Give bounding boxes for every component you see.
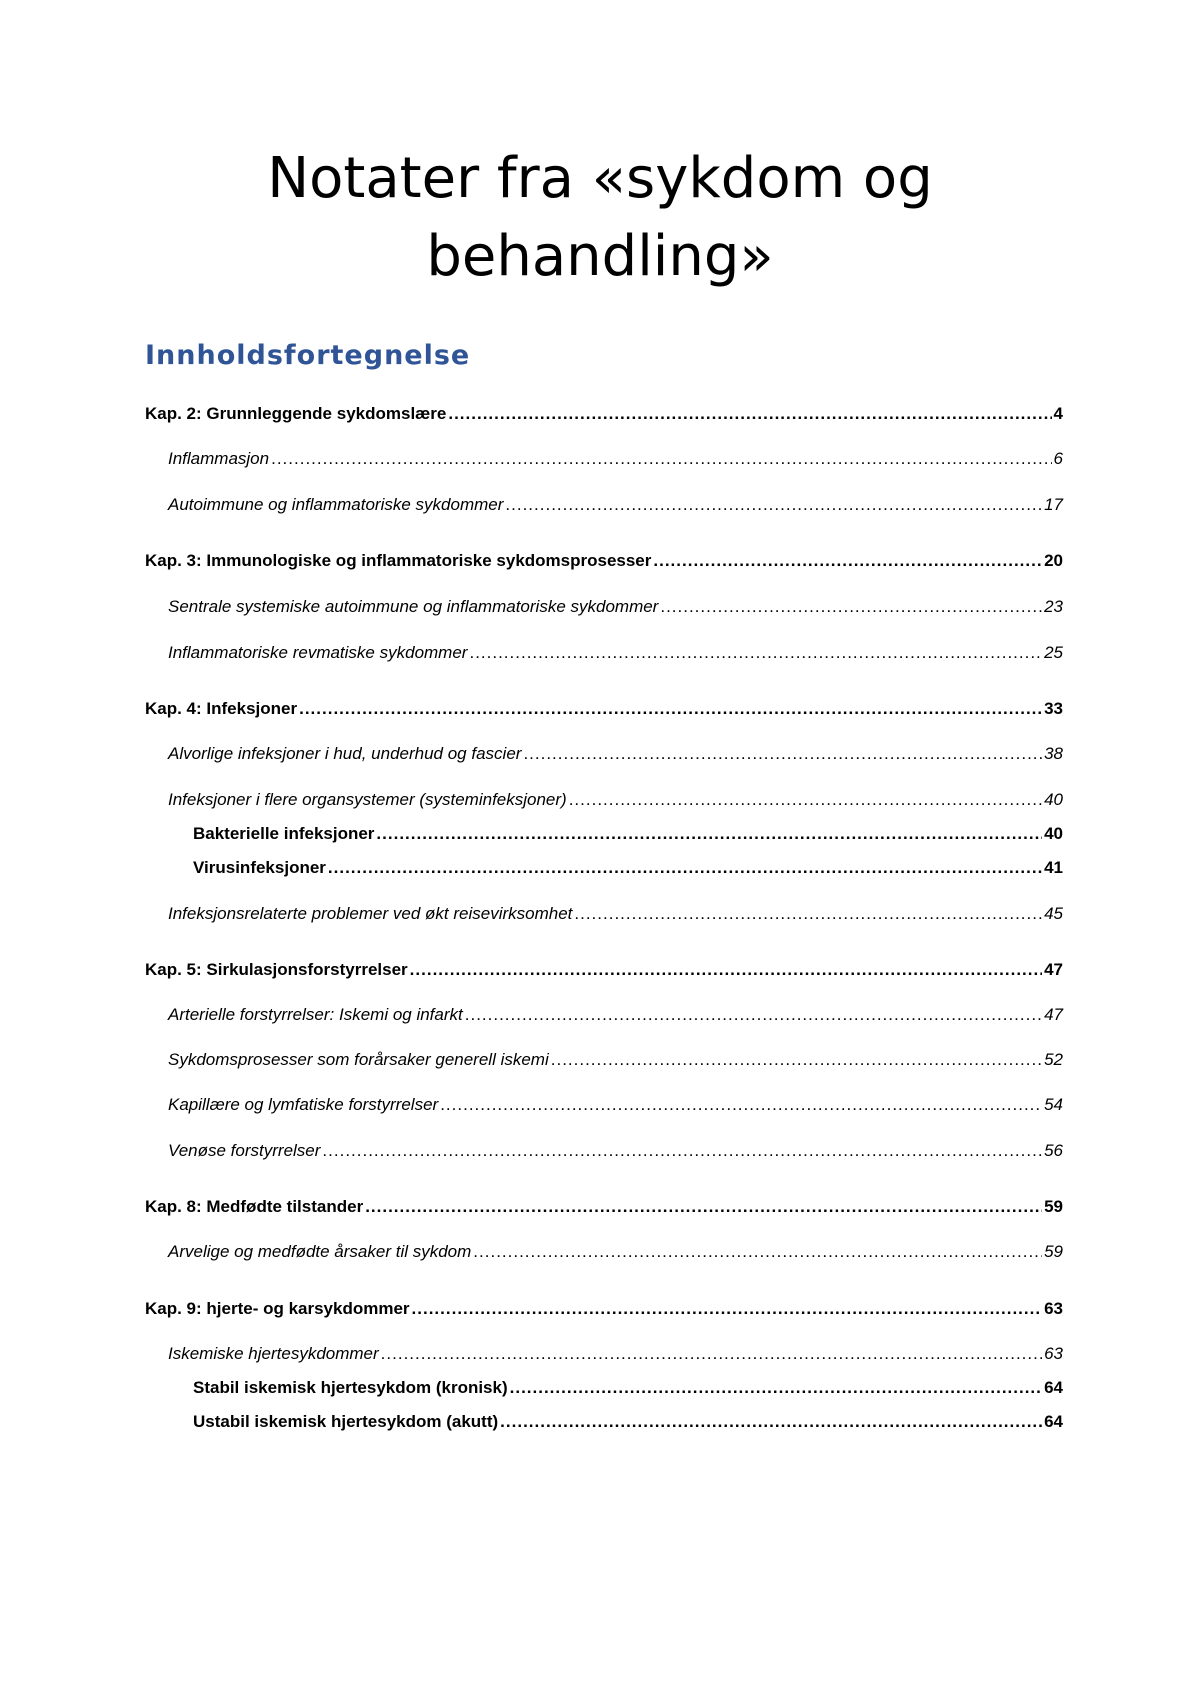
toc-subsection-entry[interactable]: [193, 1410, 1063, 1434]
toc-page-number: 4: [1053, 404, 1063, 423]
toc-section-entry[interactable]: [168, 742, 1063, 766]
toc-section-entry[interactable]: [168, 595, 1063, 619]
toc-page-number: 40: [1044, 790, 1063, 809]
toc-dot-leader: [440, 1093, 1042, 1117]
toc-dot-leader: [412, 1297, 1043, 1321]
toc-dot-leader: [653, 549, 1042, 573]
toc-section-entry[interactable]: [168, 1139, 1063, 1163]
toc-entry-label: Kap. 5: Sirkulasjonsforstyrrelser: [145, 960, 408, 979]
toc-entry-label: Infeksjonsrelaterte problemer ved økt reisevirksomhet: [168, 904, 573, 923]
toc-entry-label: Kap. 9: hjerte- og karsykdommer: [145, 1299, 410, 1318]
toc-dot-leader: [510, 1376, 1042, 1400]
toc-page-number: 56: [1044, 1141, 1063, 1160]
toc-entry-label: Stabil iskemisk hjertesykdom (kronisk): [193, 1378, 508, 1397]
toc-page-number: 45: [1044, 904, 1063, 923]
toc-dot-leader: [328, 856, 1042, 880]
toc-dot-leader: [505, 493, 1042, 517]
toc-entry-label: Arvelige og medfødte årsaker til sykdom: [168, 1242, 472, 1261]
toc-entry-label: Sykdomsprosesser som forårsaker generell iskemi: [168, 1050, 549, 1069]
toc-dot-leader: [448, 402, 1051, 426]
toc-section-entry[interactable]: [168, 447, 1063, 471]
toc-page-number: 38: [1044, 744, 1063, 763]
toc-dot-leader: [299, 697, 1042, 721]
toc-entry-label: Arterielle forstyrrelser: Iskemi og infarkt: [168, 1005, 463, 1024]
toc-chapter-entry[interactable]: [145, 697, 1063, 721]
toc-page-number: 17: [1044, 495, 1063, 514]
toc-page-number: 63: [1044, 1299, 1063, 1318]
toc-section-entry[interactable]: [168, 1240, 1063, 1264]
toc-page-number: 47: [1044, 1005, 1063, 1024]
toc-entry-label: Kap. 8: Medfødte tilstander: [145, 1197, 364, 1216]
document-title-line-1: Notater fra «sykdom og: [267, 146, 933, 211]
toc-page-number: 63: [1044, 1344, 1063, 1363]
toc-entry-label: Kap. 3: Immunologiske og inflammatoriske sykdomsprosesser: [145, 551, 652, 570]
toc-page-number: 25: [1044, 643, 1063, 662]
toc-dot-leader: [410, 958, 1042, 982]
toc-page-number: 23: [1044, 597, 1063, 616]
toc-page-number: 59: [1044, 1242, 1063, 1261]
toc-heading: Innholdsfortegnelse: [145, 340, 471, 371]
toc-entry-label: Kapillære og lymfatiske forstyrrelser: [168, 1095, 439, 1114]
toc-section-entry[interactable]: [168, 493, 1063, 517]
toc-section-entry[interactable]: [168, 1093, 1063, 1117]
toc-entry-label: Inflammatoriske revmatiske sykdommer: [168, 643, 468, 662]
toc-subsection-entry[interactable]: [193, 822, 1063, 846]
toc-page-number: 47: [1044, 960, 1063, 979]
toc-section-entry[interactable]: [168, 1048, 1063, 1072]
toc-entry-label: Kap. 2: Grunnleggende sykdomslære: [145, 404, 447, 423]
toc-section-entry[interactable]: [168, 1003, 1063, 1027]
toc-page-number: 52: [1044, 1050, 1063, 1069]
toc-dot-leader: [365, 1195, 1042, 1219]
toc-subsection-entry[interactable]: [193, 1376, 1063, 1400]
toc-chapter-entry[interactable]: [145, 1195, 1063, 1219]
toc-dot-leader: [469, 641, 1042, 665]
toc-dot-leader: [473, 1240, 1042, 1264]
toc-page-number: 40: [1044, 824, 1063, 843]
toc-entry-label: Inflammasjon: [168, 449, 270, 468]
toc-subsection-entry[interactable]: [193, 856, 1063, 880]
toc-dot-leader: [569, 788, 1042, 812]
toc-dot-leader: [523, 742, 1042, 766]
toc-chapter-entry[interactable]: [145, 549, 1063, 573]
document-title: [0, 140, 1200, 296]
toc-page-number: 6: [1053, 449, 1063, 468]
toc-chapter-entry[interactable]: [145, 402, 1063, 426]
toc-entry-label: Sentrale systemiske autoimmune og inflammatoriske sykdommer: [168, 597, 659, 616]
toc-page-number: 54: [1044, 1095, 1063, 1114]
toc-section-entry[interactable]: [168, 1342, 1063, 1366]
toc-dot-leader: [322, 1139, 1042, 1163]
toc-dot-leader: [500, 1410, 1042, 1434]
toc-entry-label: Kap. 4: Infeksjoner: [145, 699, 298, 718]
toc-entry-label: Bakterielle infeksjoner: [193, 824, 375, 843]
toc-page-number: 64: [1044, 1412, 1063, 1431]
toc-entry-label: Iskemiske hjertesykdommer: [168, 1344, 379, 1363]
toc-section-entry[interactable]: [168, 902, 1063, 926]
toc-entry-label: Virusinfeksjoner: [193, 858, 326, 877]
toc-dot-leader: [465, 1003, 1042, 1027]
toc-entry-label: Venøse forstyrrelser: [168, 1141, 321, 1160]
document-title-line-2: behandling»: [426, 224, 774, 289]
toc-page-number: 59: [1044, 1197, 1063, 1216]
toc-dot-leader: [660, 595, 1042, 619]
toc-page-number: 20: [1044, 551, 1063, 570]
toc-entry-label: Alvorlige infeksjoner i hud, underhud og fascier: [168, 744, 522, 763]
toc-entry-label: Ustabil iskemisk hjertesykdom (akutt): [193, 1412, 499, 1431]
toc-page-number: 64: [1044, 1378, 1063, 1397]
toc-chapter-entry[interactable]: [145, 1297, 1063, 1321]
toc-dot-leader: [551, 1048, 1042, 1072]
toc-page-number: 41: [1044, 858, 1063, 877]
toc-dot-leader: [574, 902, 1042, 926]
toc-dot-leader: [271, 447, 1051, 471]
toc-dot-leader: [381, 1342, 1042, 1366]
toc-section-entry[interactable]: [168, 788, 1063, 812]
toc-page-number: 33: [1044, 699, 1063, 718]
toc-dot-leader: [376, 822, 1042, 846]
toc-chapter-entry[interactable]: [145, 958, 1063, 982]
toc-section-entry[interactable]: [168, 641, 1063, 665]
toc-entry-label: Infeksjoner i flere organsystemer (systeminfeksjoner): [168, 790, 567, 809]
toc-entry-label: Autoimmune og inflammatoriske sykdommer: [168, 495, 504, 514]
